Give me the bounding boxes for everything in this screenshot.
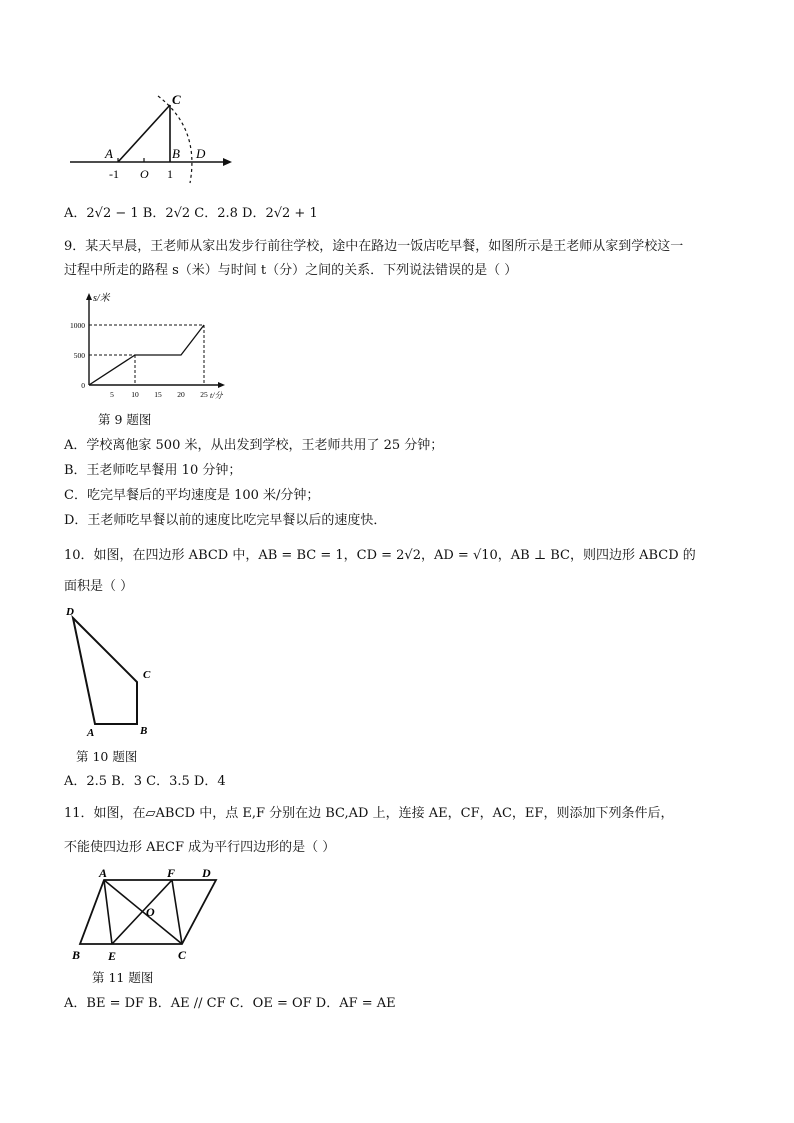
label-a: A	[87, 727, 95, 739]
q9-stem-line2: 过程中所走的路程 s（米）与时间 t（分）之间的关系．下列说法错误的是（ ）	[64, 263, 518, 278]
x-axis-arrow	[218, 382, 225, 388]
quadrilateral-abcd	[73, 618, 137, 724]
label-b: B	[140, 725, 148, 737]
segment-ae	[104, 880, 112, 944]
label-d: D	[66, 606, 74, 618]
q11-stem-line1: 11．如图，在▱ABCD 中，点 E,F 分别在边 BC,AD 上，连接 AE，CF，AC，EF，则添加下列条件后，	[64, 806, 674, 821]
q9-option-c: C．吃完早餐后的平均速度是 100 米/分钟；	[64, 488, 320, 503]
label-o: O	[140, 167, 149, 181]
x-tick-label: 25	[200, 390, 208, 399]
q10-quadrilateral-figure	[60, 602, 170, 742]
label-d: D	[196, 146, 206, 161]
q9-stem-line1: 9．某天早晨，王老师从家出发步行前往学校，途中在路边一饭店吃早餐，如图所示是王老师从家到学校这一	[64, 239, 684, 254]
label-c: C	[178, 948, 187, 962]
q10-options: A．2.5 B．3 C．3.5 D．4	[64, 774, 226, 789]
q9-distance-time-chart	[64, 285, 234, 403]
label-f: F	[167, 866, 176, 880]
label-c: C	[143, 669, 151, 681]
segment-ac	[118, 105, 170, 162]
x-tick-label: 10	[131, 390, 139, 399]
x-tick-label: 5	[110, 390, 114, 399]
q11-options: A．BE = DF B．AE // CF C．OE = OF D．AF = AE	[64, 996, 396, 1011]
label-d: D	[202, 866, 211, 880]
label-e: E	[108, 949, 117, 963]
q9-option-b: B．王老师吃早餐用 10 分钟；	[64, 463, 242, 478]
x-tick-label: 15	[154, 390, 162, 399]
y-axis-label: s/米	[93, 293, 110, 304]
label-b: B	[172, 146, 180, 161]
y-axis-arrow	[86, 293, 92, 300]
q10-stem-line1: 10．如图，在四边形 ABCD 中，AB = BC = 1，CD = 2√2，AD = √10，AB ⊥ BC，则四边形 ABCD 的	[64, 548, 696, 563]
label-neg1: -1	[109, 167, 119, 181]
q9-option-a: A．学校离他家 500 米，从出发到学校，王老师共用了 25 分钟；	[64, 438, 444, 453]
label-o: O	[146, 905, 155, 919]
q11-parallelogram-figure	[66, 862, 236, 964]
y-tick-label: 0	[81, 381, 85, 390]
x-tick-label: 20	[177, 390, 185, 399]
label-one: 1	[167, 167, 173, 181]
y-tick-label: 1000	[70, 321, 85, 330]
q10-stem-line2: 面积是（ ）	[64, 579, 134, 594]
q8-number-line-figure	[60, 88, 250, 188]
q11-caption: 第 11 题图	[92, 970, 154, 985]
label-c: C	[172, 92, 181, 107]
label-a: A	[105, 146, 113, 161]
q8-options: A．2√2 − 1 B．2√2 C．2.8 D．2√2 + 1	[64, 206, 318, 221]
axis-arrow	[223, 158, 232, 166]
label-b: B	[72, 948, 81, 962]
x-axis-label: t/分	[210, 391, 223, 400]
q11-stem-line2: 不能使四边形 AECF 成为平行四边形的是（ ）	[64, 840, 336, 855]
y-tick-label: 500	[73, 351, 85, 360]
q9-option-d: D．王老师吃早餐以前的速度比吃完早餐以后的速度快．	[64, 513, 387, 528]
segment-ef	[112, 880, 172, 944]
segment-cf	[172, 880, 182, 944]
q10-caption: 第 10 题图	[76, 749, 138, 764]
q9-caption: 第 9 题图	[98, 412, 152, 427]
arc-cd	[158, 96, 192, 183]
label-a: A	[99, 866, 108, 880]
